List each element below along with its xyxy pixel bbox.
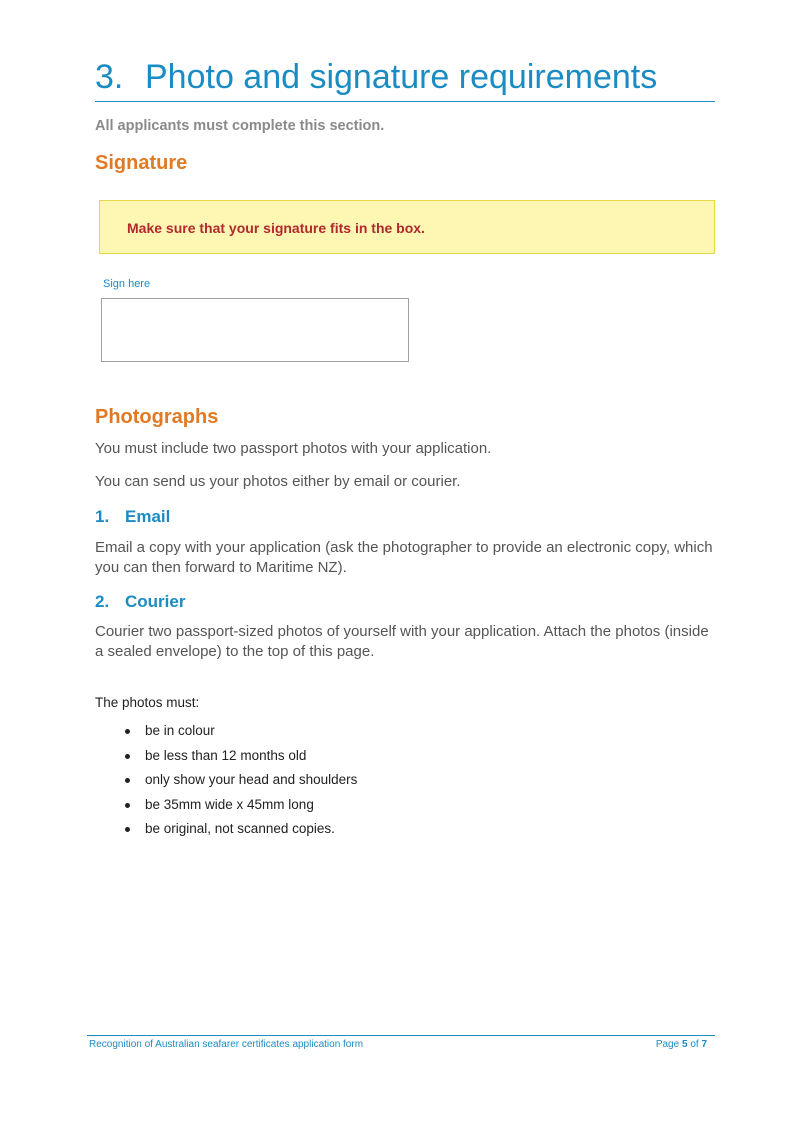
email-text: Email a copy with your application (ask the photographer to provide an electronic copy, which you can then forward to Maritime NZ). — [95, 539, 713, 576]
photo-requirements-list — [125, 721, 357, 844]
footer-divider — [87, 1035, 715, 1036]
courier-heading-text: Courier — [125, 592, 186, 611]
list-item-text: be less than 12 months old — [145, 747, 307, 763]
signature-heading: Signature — [95, 152, 188, 174]
signature-note-text: Make sure that your signature fits in the box. — [127, 220, 425, 236]
footer-page-total: 7 — [701, 1039, 707, 1050]
footer-page-current: 5 — [681, 1039, 688, 1050]
email-heading-text: Email — [125, 507, 171, 526]
signature-note-box — [99, 200, 715, 254]
bullet-icon — [125, 754, 130, 759]
courier-text: Courier two passport-sized photos of yourself with your application. Attach the photos (inside a sealed envelope) to the top of this page. — [95, 623, 709, 660]
photographs-heading: Photographs — [95, 406, 219, 428]
photographs-para-1: You must include two passport photos with your application. — [95, 440, 492, 457]
email-heading — [95, 507, 170, 527]
courier-heading — [95, 592, 185, 612]
page-title — [95, 56, 715, 102]
sign-here-label: Sign here — [103, 278, 151, 290]
footer-page-word: Page — [655, 1039, 680, 1050]
signature-box[interactable] — [101, 298, 409, 362]
section-intro: All applicants must complete this section. — [95, 118, 385, 134]
list-item-text: be original, not scanned copies. — [145, 821, 335, 836]
list-item — [125, 795, 357, 820]
email-number: 1. — [95, 507, 110, 526]
bullet-icon — [125, 729, 130, 734]
bullet-icon — [125, 803, 130, 808]
section-number: 3. — [95, 58, 124, 96]
footer-form-name: Recognition of Australian seafarer certificates application form — [89, 1039, 364, 1050]
list-item — [125, 819, 357, 844]
list-item — [125, 746, 357, 771]
courier-number: 2. — [95, 592, 110, 611]
photographs-para-2: You can send us your photos either by email or courier. — [95, 473, 461, 490]
footer-page-of: of — [690, 1039, 699, 1050]
footer-page-number — [656, 1039, 707, 1050]
list-item-text: only show your head and shoulders — [145, 772, 358, 787]
photo-requirements-intro: The photos must: — [95, 695, 200, 710]
bullet-icon — [125, 778, 130, 783]
list-item-text: be in colour — [145, 723, 215, 738]
list-item — [125, 721, 357, 746]
bullet-icon — [125, 827, 130, 832]
list-item-text: be 35mm wide x 45mm long — [145, 796, 314, 812]
page-title-text: Photo and signature requirements — [145, 58, 658, 96]
list-item — [125, 770, 357, 795]
